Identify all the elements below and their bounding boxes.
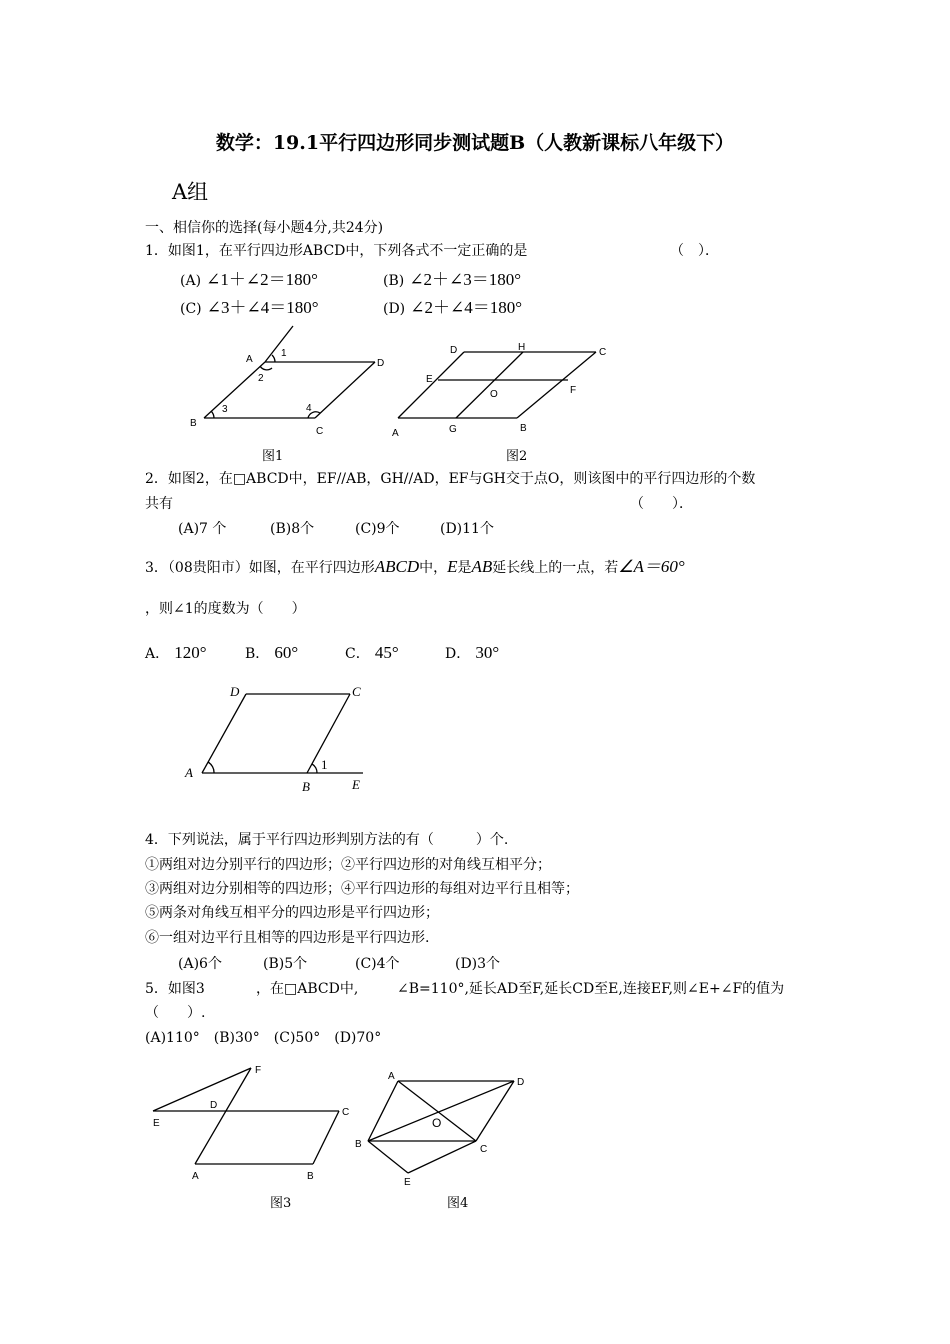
q1-option-d-label: (D) — [383, 301, 406, 317]
q2-option-c: (C)9个 — [355, 521, 400, 537]
fig1-label-4: 4 — [306, 403, 312, 414]
q4-option-b: (B)5个 — [263, 956, 308, 972]
fig4-side-ab — [368, 1081, 398, 1141]
q3-option-b-label: B． — [245, 646, 270, 662]
q3fig-side-bc — [307, 694, 350, 773]
fig3-label-d: D — [210, 1100, 218, 1111]
q3-abcd: ABCD — [374, 557, 420, 576]
fig2-label-g: G — [449, 424, 457, 435]
q4-statement-3-4: ③两组对边分别相等的四边形；④平行四边形的每组对边平行且相等； — [145, 881, 579, 897]
q3-option-d-label: D． — [445, 646, 471, 662]
fig2-label-o: O — [490, 389, 498, 400]
fig4-diagonal-ac — [398, 1081, 476, 1141]
q3-prefix: 3．（08贵阳市）如图，在平行四边形 — [145, 560, 375, 576]
fig3-caption: 图3 — [270, 1196, 292, 1211]
fig4-label-a: A — [388, 1071, 395, 1082]
q1-option-a-label: (A) — [180, 273, 202, 289]
q3-angle: ∠A＝60° — [618, 557, 685, 576]
q3fig-label-b: B — [302, 779, 310, 794]
q2-option-b: (B)8个 — [270, 521, 315, 537]
fig4-line-be — [368, 1141, 408, 1173]
fig4-caption: 图4 — [447, 1196, 469, 1211]
q2-line2: 共有 — [145, 496, 173, 512]
q1-stem: 1．如图1，在平行四边形ABCD中，下列各式不一定正确的是 — [145, 243, 528, 259]
q5-line1a: 5．如图3 — [145, 981, 205, 997]
fig4-label-e: E — [404, 1177, 411, 1188]
fig2-label-c: C — [599, 347, 607, 358]
q5-line1c: ∠B=110°,延长AD至F,延长CD至E,连接EF,则∠E+∠F的值为 — [397, 981, 785, 997]
q3-mid3: 延长线上的一点，若 — [492, 560, 619, 576]
fig2-label-h: H — [518, 342, 526, 353]
page-title: 数学：19.1平行四边形同步测试题B（人教新课标八年级下） — [215, 132, 735, 154]
fig1-label-d: D — [377, 358, 385, 369]
q3-ab: AB — [471, 557, 493, 576]
q3fig-label-1: 1 — [321, 757, 328, 772]
section-heading: 一、相信你的选择(每小题4分,共24分) — [145, 220, 384, 236]
q3-line2: ，则∠1的度数为（ ） — [145, 601, 306, 617]
q4-statement-5: ⑤两条对角线互相平分的四边形是平行四边形； — [145, 905, 439, 921]
group-heading: A组 — [172, 180, 209, 204]
figure-1 — [180, 318, 385, 443]
q3-option-a-value: 120° — [174, 643, 207, 662]
q2-blank: （ ）． — [630, 496, 693, 512]
fig3-side-bc — [313, 1111, 339, 1164]
q1-option-d-expr: ∠2＋∠4＝180° — [410, 298, 523, 317]
fig3-label-e: E — [153, 1118, 160, 1129]
q1-option-b-expr: ∠2＋∠3＝180° — [409, 270, 522, 289]
fig1-side-ab — [204, 362, 265, 418]
q2-line1: 2．如图2，在□ABCD中，EF//AB，GH//AD，EF与GH交于点O，则该图中的平行四边形的个数 — [145, 471, 756, 487]
fig1-angle-1-arc — [272, 355, 275, 362]
fig1-label-b: B — [190, 418, 197, 429]
q3-option-d-value: 30° — [475, 643, 500, 662]
fig3-line-af — [195, 1068, 251, 1164]
q3fig-label-a: A — [185, 765, 193, 780]
q3-option-a-label: A． — [145, 646, 170, 662]
figure-q3 — [180, 680, 380, 800]
fig2-label-e: E — [426, 374, 433, 385]
fig1-side-cd — [315, 362, 375, 418]
fig4-label-o: O — [432, 1116, 442, 1130]
fig1-angle-3-arc — [211, 411, 214, 418]
q2-option-a: (A)7 个 — [178, 521, 227, 537]
fig1-angle-2-arc — [260, 366, 272, 370]
fig2-label-a: A — [392, 428, 399, 439]
fig4-diagonal-bd — [368, 1081, 514, 1141]
fig3-label-a: A — [192, 1171, 199, 1182]
figure-2 — [390, 338, 620, 443]
fig2-side-ad — [398, 352, 464, 418]
fig1-label-a: A — [246, 354, 253, 365]
q5-line1b: ，在□ABCD中, — [256, 981, 359, 997]
q5-options: (A)110° (B)30° (C)50° (D)70° — [145, 1030, 382, 1046]
q3-mid2: 是 — [457, 560, 472, 576]
fig4-side-cd — [476, 1081, 514, 1141]
q3fig-label-c: C — [352, 684, 361, 699]
fig3-line-ef — [153, 1068, 251, 1111]
q3-mid1: 中， — [419, 560, 448, 576]
q5-line2: （ ）. — [145, 1005, 206, 1021]
q4-statement-6: ⑥一组对边平行且相等的四边形是平行四边形. — [145, 930, 430, 946]
fig2-label-f: F — [570, 385, 577, 396]
fig2-caption: 图2 — [506, 449, 528, 464]
q4-statement-1-2: ①两组对边分别平行的四边形；②平行四边形的对角线互相平分； — [145, 857, 551, 873]
q3fig-label-d: D — [230, 684, 240, 699]
fig1-label-1: 1 — [281, 348, 287, 359]
q4-option-a: (A)6个 — [178, 956, 222, 972]
figure-3 — [145, 1060, 360, 1185]
fig1-label-c: C — [316, 426, 324, 437]
fig4-label-c: C — [480, 1144, 488, 1155]
q1-option-b-label: (B) — [383, 273, 405, 289]
q3fig-angle-a-arc — [208, 762, 214, 773]
fig4-label-b: B — [355, 1139, 362, 1150]
fig1-label-3: 3 — [222, 404, 228, 415]
fig2-label-d: D — [450, 345, 458, 356]
q4-option-c: (C)4个 — [355, 956, 400, 972]
q3-option-c-label: C． — [345, 646, 370, 662]
fig3-label-b: B — [307, 1171, 314, 1182]
fig3-label-c: C — [342, 1107, 350, 1118]
fig2-label-b: B — [520, 423, 527, 434]
q3fig-angle-1-arc — [312, 764, 317, 773]
q3-option-c-value: 45° — [374, 643, 399, 662]
q3fig-side-ad — [202, 694, 246, 773]
q2-option-d: (D)11个 — [440, 521, 494, 537]
q3-e: E — [447, 557, 458, 576]
figure-4 — [350, 1065, 540, 1190]
fig1-label-2: 2 — [258, 373, 264, 384]
q1-blank: （ ）． — [670, 243, 719, 259]
q3-option-b-value: 60° — [274, 643, 299, 662]
q3fig-label-e: E — [352, 777, 360, 792]
q4-option-d: (D)3个 — [455, 956, 501, 972]
fig2-side-bc — [517, 352, 596, 418]
fig4-label-d: D — [517, 1077, 525, 1088]
fig4-line-ec — [408, 1141, 476, 1173]
q1-option-a-expr: ∠1＋∠2＝180° — [206, 270, 318, 289]
fig3-label-f: F — [255, 1065, 262, 1076]
fig2-line-gh — [456, 352, 523, 418]
q1-option-c-label: (C) — [180, 301, 202, 317]
fig1-extension-line — [265, 326, 293, 362]
q4-stem: 4．下列说法，属于平行四边形判别方法的有（ ）个. — [145, 832, 509, 848]
fig1-caption: 图1 — [262, 449, 284, 464]
q3-line1 — [145, 556, 685, 578]
q1-option-c-expr: ∠3＋∠4＝180° — [206, 298, 319, 317]
